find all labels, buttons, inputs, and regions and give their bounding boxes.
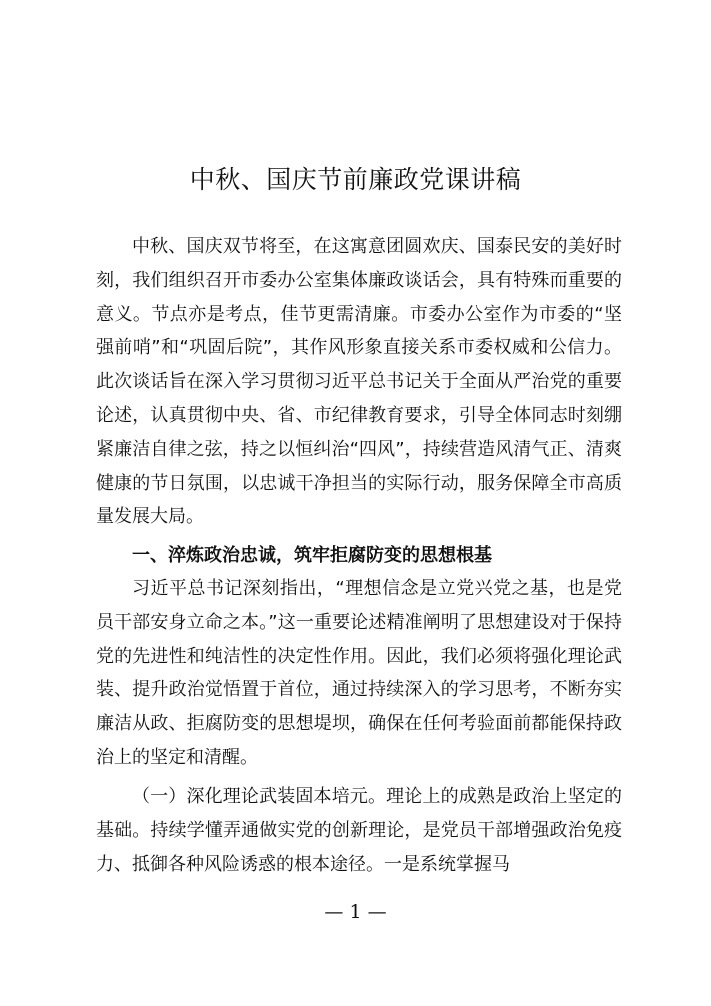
section-heading-1: 一、淬炼政治忠诚，筑牢拒腐防变的思想根基 — [132, 545, 492, 566]
intro-paragraph: 中秋、国庆双节将至，在这寓意团圆欢庆、国泰民安的美好时刻，我们组织召开市委办公室集体廉政谈话会，具有特殊而重要的意义。节点亦是考点，佳节更需清廉。市委办公室作为市委的“坚强前哨”和“巩固后院”，其作风形象直接关系市委权威和公信力。此次谈话旨在深入学习贯彻习近平总书记关于全面从严治党的重要论述，认真贯彻中央、省、市纪律教育要求，引导全体同志时刻绷紧廉洁自律之弦，持之以恒纠治“四风”，持续营造风清气正、清爽健康的节日氛围，以忠诚干净担当的实际行动，服务保障全市高质量发展大局。 — [96, 236, 622, 528]
subsection-1-paragraph: （一）深化理论武装固本培元。理论上的成熟是政治上坚定的基础。持续学懂弄通做实党的创新理论，是党员干部增强政治免疫力、抵御各种风险诱惑的根本途径。一是系统掌握马 — [96, 786, 622, 875]
section-1-paragraph: 习近平总书记深刻指出，“理想信念是立党兴党之基，也是党员干部安身立命之本。”这一重要论述精准阐明了思想建设对于保持党的先进性和纯洁性的决定性作用。因此，我们必须将强化理论武装、提升政治觉悟置于首位，通过持续深入的学习思考，不断夯实廉洁从政、拒腐防变的思想堤坝，确保在任何考验面前都能保持政治上的坚定和清醒。 — [96, 578, 622, 768]
page-number: — 1 — — [324, 901, 387, 923]
document-title: 中秋、国庆节前廉政党课讲稿 — [189, 165, 522, 194]
